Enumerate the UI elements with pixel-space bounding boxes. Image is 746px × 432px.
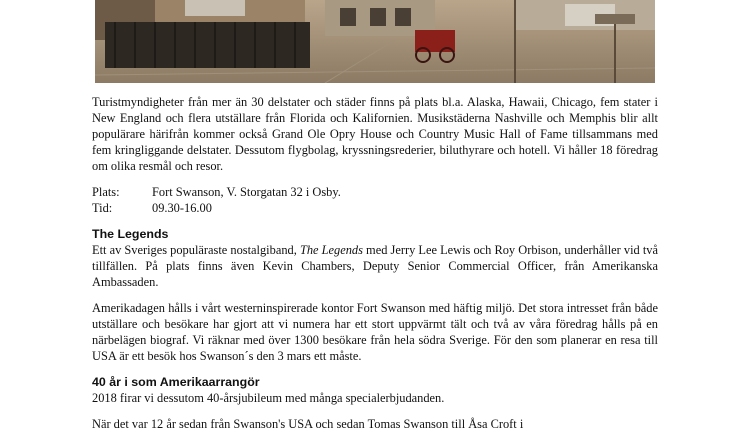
detail-value: 09.30-16.00 <box>152 201 212 215</box>
legends-paragraph-2: Amerikadagen hålls i vårt westerninspirerade kontor Fort Swanson med häftig miljö. Det stora intresset från både utställare och besökare har gjort att vi numera har ett stort uppvärmt tält och två av våra föredrag hålls på en närbelägen biograf. Vi räknar med över 1300 besökare från hela södra Sverige. För den som planerar en resa till USA är ett besök hos Swanson´s den 3 mars ett måste. <box>92 301 658 363</box>
western-town-image <box>95 0 655 83</box>
legends-text-a: Ett av Sveriges populäraste nostalgiband, <box>92 243 300 257</box>
anniversary-paragraph-1: 2018 firar vi dessutom 40-årsjubileum med många specialerbjudanden. <box>92 391 445 405</box>
band-name: The Legends <box>299 243 363 257</box>
anniversary-heading: 40 år i som Amerikaarrangör <box>92 375 260 389</box>
legends-paragraph-1 <box>92 242 658 290</box>
detail-place <box>92 184 658 200</box>
detail-time <box>92 200 658 216</box>
header-photo <box>95 0 655 83</box>
intro-paragraph: Turistmyndigheter från mer än 30 delstater och städer finns på plats bl.a. Alaska, Hawaii, Chicago, fem stater i New England och flera utställare från Florida och Kalifornien. Musikstäderna Nashville och Memphis blir allt populärare härifrån kommer också Grand Ole Opry House och Country Music Hall of Fame tillsammans med fem kringliggande delstater. Dessutom flygbolag, kryssningsrederier, biluthyrare och hotell. Vi håller 18 föredrag om olika resmål och resor. <box>92 95 658 173</box>
anniversary-paragraph-2: När det var 12 år sedan från Swanson's USA och sedan Tomas Swanson till Åsa Croft i <box>92 417 524 431</box>
legends-text-b: med Jerry Lee Lewis och Roy Orbison, underhåller vid två tillfällen. På plats finns även Kevin Chambers, Deputy Senior Commercial Officer, från Amerikanska Ambassaden. <box>92 243 658 289</box>
legends-heading: The Legends <box>92 227 169 241</box>
detail-label: Plats: <box>92 185 120 199</box>
article-body <box>92 94 658 432</box>
detail-label: Tid: <box>92 201 113 215</box>
detail-value: Fort Swanson, V. Storgatan 32 i Osby. <box>152 185 341 199</box>
